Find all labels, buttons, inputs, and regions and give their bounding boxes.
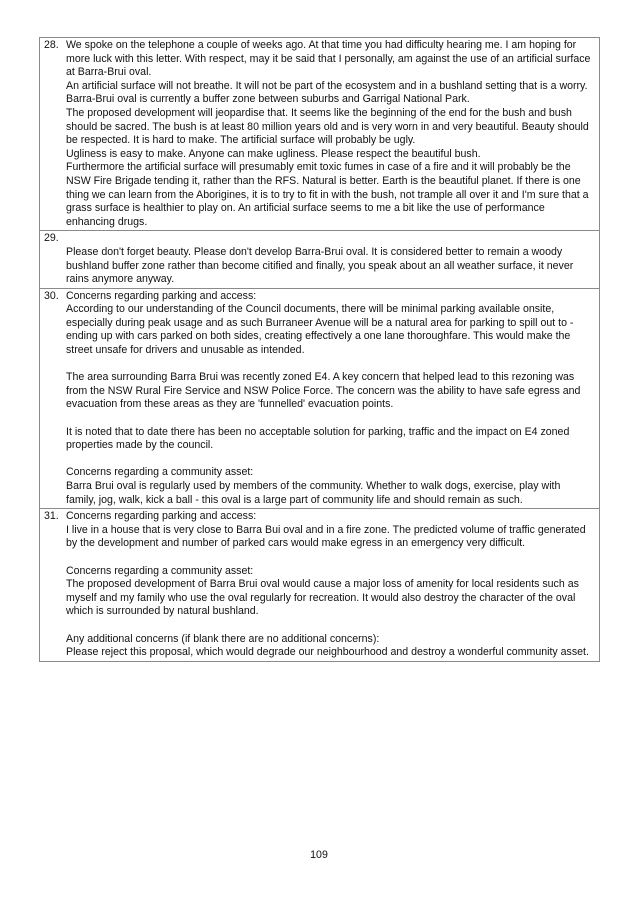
- page-number: 109: [310, 849, 328, 861]
- response-row: [40, 288, 599, 509]
- response-paragraph: According to our understanding of the Council documents, there will be minimal parking available onsite, especially during peak usage and as such Burraneer Avenue will be a natural area for parking to spill out to - ending up with cars parked on both sides, creating effectively a one lane thoroughfare. This would make the street unsafe for drivers and unusable as intended.: [66, 303, 574, 357]
- response-paragraph: Please don't forget beauty. Please don't develop Barra-Brui oval. It is considered better to remain a woody bushland buffer zone rather than become citified and finally, you speak about an all weather surface, it never rains anymore anyway.: [66, 245, 574, 286]
- response-paragraph: Concerns regarding a community asset:: [66, 564, 254, 577]
- response-paragraph: Barra Brui oval is regularly used by members of the community. Whether to walk dogs, exercise, play with family, jog, walk, kick a ball - this oval is a large part of community life and should remain as such.: [66, 480, 561, 506]
- response-paragraph: Furthermore the artificial surface will presumably emit toxic fumes in case of a fire and it will probably be the NSW Fire Brigade tending it, rather than the RFS. Natural is better. Earth is the beautiful planet. If there is one thing we can learn from the Aborigines, it is to try to fit in with the bush, not trample all over it and I'm sure that a grass surface is healthier to play on. An artificial surface seems to me a bit like the use of performance enhancing drugs.: [66, 161, 589, 228]
- response-paragraph: Concerns regarding parking and access:: [66, 510, 257, 523]
- response-paragraph: An artificial surface will not breathe. It will not be part of the ecosystem and in a bushland setting that is a worry. Barra-Brui oval is currently a buffer zone between suburbs and Garrigal National Park.: [66, 79, 588, 106]
- response-number: 30.: [44, 289, 59, 302]
- response-row: [40, 38, 599, 230]
- response-row: [40, 230, 599, 287]
- paragraph-spacer: [66, 453, 593, 467]
- response-paragraph: The area surrounding Barra Brui was recently zoned E4. A key concern that helped lead to this rezoning was from the NSW Rural Fire Service and NSW Police Force. The concern was the ability to have safe egress and evacuation from these areas as they are 'funnelled' evacuation points.: [66, 371, 581, 411]
- response-paragraph: Concerns regarding a community asset:: [66, 466, 254, 479]
- paragraph-spacer: [66, 619, 593, 633]
- response-paragraph: Concerns regarding parking and access:: [66, 289, 257, 302]
- paragraph-spacer: [66, 412, 593, 426]
- response-paragraph: Any additional concerns (if blank there are no additional concerns):: [66, 632, 380, 645]
- response-number: 29.: [44, 232, 59, 245]
- paragraph-spacer: [66, 358, 593, 372]
- submissions-table: [39, 37, 600, 662]
- response-number: 28.: [44, 39, 59, 51]
- response-paragraph: Please reject this proposal, which would degrade our neighbourhood and destroy a wonderful community asset.: [66, 646, 589, 659]
- response-paragraph: We spoke on the telephone a couple of weeks ago. At that time you had difficulty hearing me. I am hoping for more luck with this letter. With respect, may it be said that I personally, am against the use of an artificial surface at Barra-Brui oval.: [66, 39, 591, 79]
- response-paragraph: I live in a house that is very close to Barra Bui oval and in a fire zone. The predicted volume of traffic generated by the development and number of parked cars would make egress in an emergency very difficult.: [66, 523, 586, 550]
- response-row: [40, 508, 599, 661]
- response-paragraph: Ugliness is easy to make. Anyone can make ugliness. Please respect the beautiful bush.: [66, 147, 481, 160]
- response-paragraph: The proposed development will jeopardise that. It seems like the beginning of the end for the bush and bush should be sacred. The bush is at least 80 million years old and is very worn in and very beautiful. Beauty should be respected. It is hard to make. The artificial surface will probably be ugly.: [66, 106, 589, 147]
- response-paragraph: It is noted that to date there has been no acceptable solution for parking, traffic and the impact on E4 zoned properties made by the council.: [66, 425, 570, 452]
- response-paragraph: The proposed development of Barra Brui oval would cause a major loss of amenity for local residents such as myself and my family who use the oval regularly for recreation. It would also destroy the character of the oval which is surrounded by natural bushland.: [66, 578, 579, 618]
- paragraph-spacer: [66, 232, 593, 246]
- paragraph-spacer: [66, 551, 593, 565]
- response-number: 31.: [44, 510, 59, 523]
